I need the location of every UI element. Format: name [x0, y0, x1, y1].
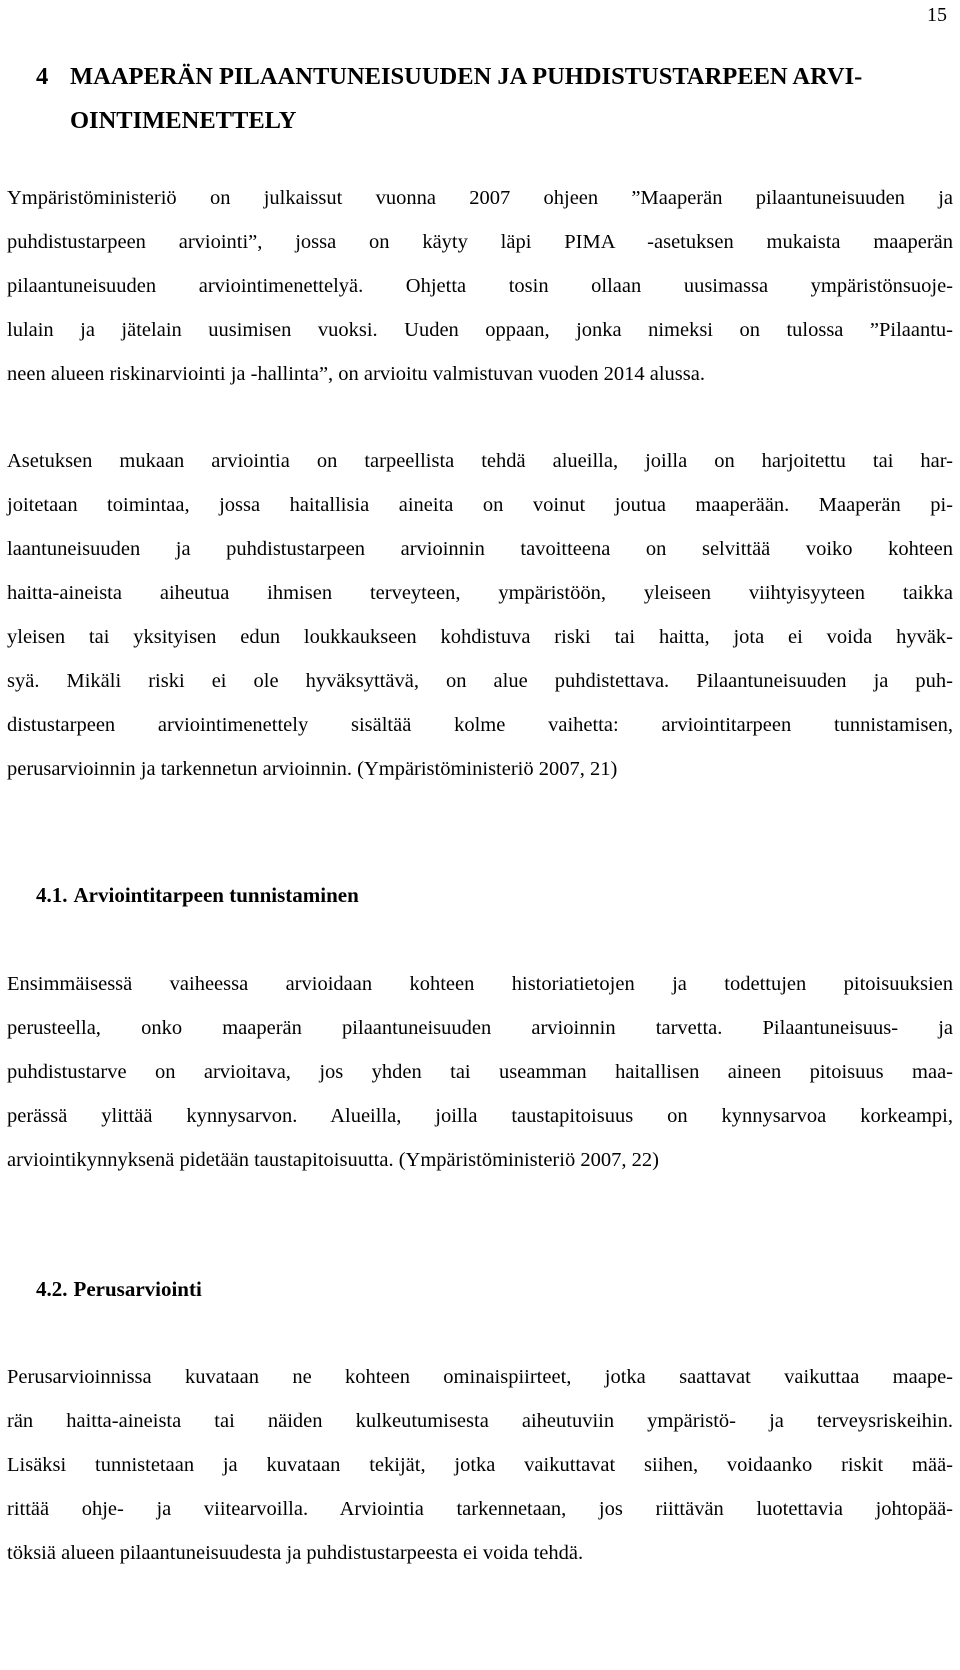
section-number: 4.1.: [36, 883, 68, 907]
text-line: puhdistustarpeen arviointi”, jossa on käyty läpi PIMA -asetuksen mukaista maaperän: [7, 231, 953, 253]
text-line: Ympäristöministeriö on julkaissut vuonna 2007 ohjeen ”Maaperän pilaantuneisuuden ja: [7, 187, 953, 209]
text-line: distustarpeen arviointimenettely sisältää kolme vaihetta: arviointitarpeen tunnistamisen,: [7, 714, 953, 736]
text-line: lulain ja jätelain uusimisen vuoksi. Uuden oppaan, jonka nimeksi on tulossa ”Pilaantu-: [7, 319, 953, 341]
text-line: yleisen tai yksityisen edun loukkaukseen kohdistuva riski tai haitta, jota ei voida hyväk-: [7, 626, 953, 648]
chapter-title-line: OINTIMENETTELY: [70, 107, 297, 134]
text-line: Lisäksi tunnistetaan ja kuvataan tekijät, jotka vaikuttavat siihen, voidaanko riskit mää-: [7, 1454, 953, 1476]
text-line: töksiä alueen pilaantuneisuudesta ja puhdistustarpeesta ei voida tehdä.: [7, 1542, 584, 1564]
text-line: haitta-aineista aiheutua ihmisen terveyteen, ympäristöön, yleiseen viihtyisyyteen taikka: [7, 582, 953, 604]
section-number: 4.2.: [36, 1277, 68, 1301]
text-line: perusteella, onko maaperän pilaantuneisuuden arvioinnin tarvetta. Pilaantuneisuus- ja: [7, 1017, 953, 1039]
text-line: puhdistustarve on arvioitava, jos yhden tai useamman haitallisen aineen pitoisuus maa-: [7, 1061, 953, 1083]
chapter-title-line: MAAPERÄN PILAANTUNEISUUDEN JA PUHDISTUSTARPEEN ARVI-: [70, 63, 863, 90]
section-title: Perusarviointi: [73, 1277, 202, 1301]
section-title: Arviointitarpeen tunnistaminen: [73, 883, 359, 907]
page-number: 15: [927, 4, 947, 26]
text-line: Ensimmäisessä vaiheessa arvioidaan kohteen historiatietojen ja todettujen pitoisuuksien: [7, 973, 953, 995]
text-line: laantuneisuuden ja puhdistustarpeen arvioinnin tavoitteena on selvittää voiko kohteen: [7, 538, 953, 560]
paragraph-intro: [7, 176, 953, 396]
paragraph-assessment: [7, 439, 953, 791]
text-line: Perusarvioinnissa kuvataan ne kohteen ominaispiirteet, jotka saattavat vaikuttaa maape-: [7, 1366, 953, 1388]
chapter-number: 4: [36, 63, 49, 90]
paragraph-4-1: [7, 962, 953, 1182]
chapter-heading: [36, 55, 916, 143]
text-line: neen alueen riskinarviointi ja -hallinta”, on arvioitu valmistuvan vuoden 2014 alussa.: [7, 363, 705, 385]
text-line: rän haitta-aineista tai näiden kulkeutumisesta aiheutuviin ympäristö- ja terveysriskeihin.: [7, 1410, 953, 1432]
text-line: perässä ylittää kynnysarvon. Alueilla, joilla taustapitoisuus on kynnysarvoa korkeampi,: [7, 1105, 953, 1127]
section-heading-4-1: [36, 880, 359, 910]
text-line: perusarvioinnin ja tarkennetun arvioinnin. (Ympäristöministeriö 2007, 21): [7, 758, 618, 780]
text-line: pilaantuneisuuden arviointimenettelyä. Ohjetta tosin ollaan uusimassa ympäristönsuoje-: [7, 275, 953, 297]
text-line: Asetuksen mukaan arviointia on tarpeellista tehdä alueilla, joilla on harjoitettu tai har-: [7, 450, 953, 472]
text-line: rittää ohje- ja viitearvoilla. Arviointia tarkennetaan, jos riittävän luotettavia johtopää-: [7, 1498, 953, 1520]
text-line: arviointikynnyksenä pidetään taustapitoisuutta. (Ympäristöministeriö 2007, 22): [7, 1149, 659, 1171]
text-line: syä. Mikäli riski ei ole hyväksyttävä, on alue puhdistettava. Pilaantuneisuuden ja puh-: [7, 670, 953, 692]
paragraph-4-2: [7, 1355, 953, 1575]
section-heading-4-2: [36, 1274, 202, 1304]
text-line: joitetaan toimintaa, jossa haitallisia aineita on voinut joutua maaperään. Maaperän pi-: [7, 494, 953, 516]
